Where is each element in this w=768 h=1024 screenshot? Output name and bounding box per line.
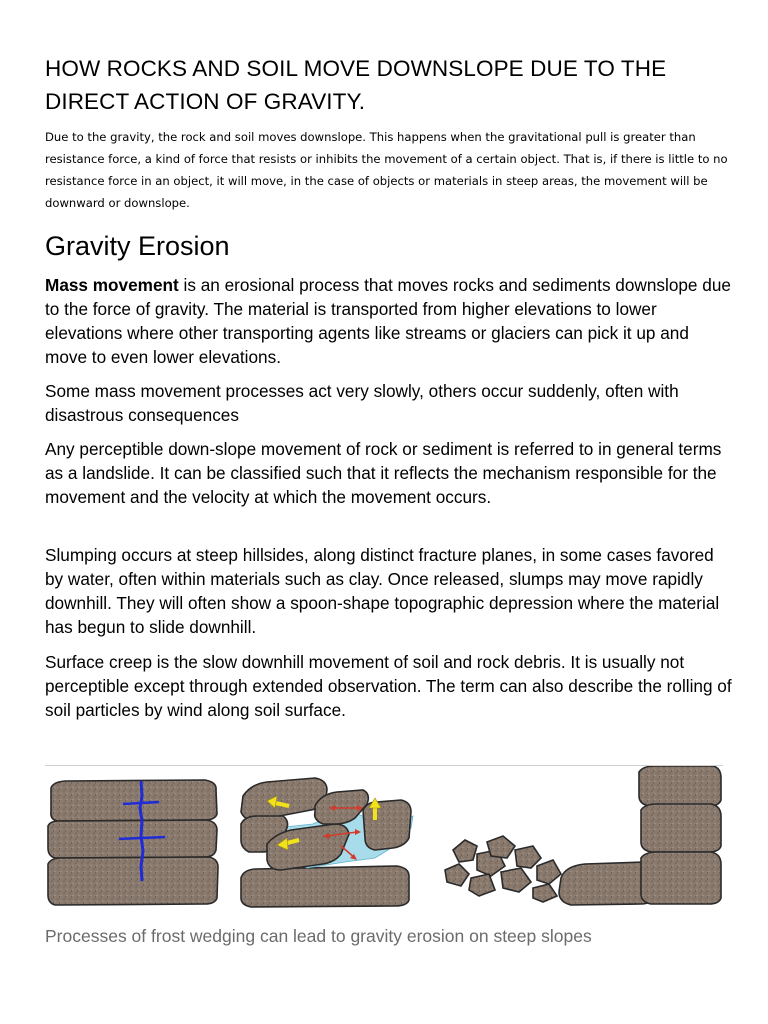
rock-layers-panel-1 — [48, 780, 218, 905]
paragraph-mass-movement — [45, 273, 735, 369]
mass-movement-text: is an erosional process that moves rocks and sediments downslope due to the force of gravity. The material is transported from higher elevations to lower elevations where other transporting agents like streams or glaciers can pick it up and move to even lower elevations. — [45, 275, 731, 367]
mass-movement-term: Mass movement — [45, 275, 179, 295]
section-title: Gravity Erosion — [45, 231, 230, 261]
rock-layers-panel-3 — [445, 766, 721, 905]
rock-layers-panel-2 — [241, 778, 413, 907]
paragraph-landslide: Any perceptible down-slope movement of rock or sediment is referred to in general terms as a landslide. It can be classified such that it reflects the mechanism responsible for the movement and the velocity at which the movement occurs. — [45, 439, 722, 507]
intro-paragraph: Due to the gravity, the rock and soil moves downslope. This happens when the gravitational pull is greater than resistance force, a kind of force that resists or inhibits the movement of a certain object. That is, if there is little to no resistance force in an object, it will move, in the case of objects or materials in steep areas, the movement will be downward or downslope. — [45, 130, 728, 210]
paragraph-surface-creep: Surface creep is the slow downhill movement of soil and rock debris. It is usually not perceptible except through extended observation. The term can also describe the rolling of soil particles by wind along soil surface. — [45, 652, 732, 720]
paragraph-slow-processes: Some mass movement processes act very slowly, others occur suddenly, often with disastrous consequences — [45, 381, 679, 425]
paragraph-slumping: Slumping occurs at steep hillsides, along distinct fracture planes, in some cases favored by water, often within materials such as clay. Once released, slumps may move rapidly downhill. They will often show a spoon-shape topographic depression where the material has begun to slide downhill. — [45, 545, 720, 637]
page-heading: HOW ROCKS AND SOIL MOVE DOWNSLOPE DUE TO THE DIRECT ACTION OF GRAVITY. — [45, 56, 667, 114]
frost-wedging-illustration — [45, 766, 723, 911]
figure-caption: Processes of frost wedging can lead to gravity erosion on steep slopes — [45, 926, 592, 946]
